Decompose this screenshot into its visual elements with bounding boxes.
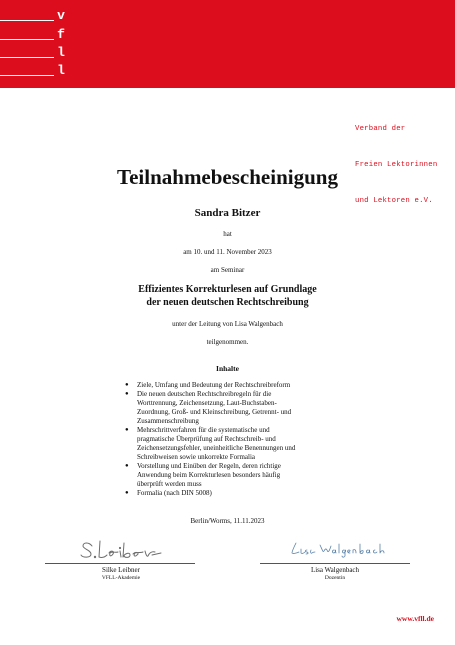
course-title-line: der neuen deutschen Rechtschreibung <box>146 297 309 308</box>
list-item-line: Mehrschrittverfahren für die systematische und <box>137 426 270 434</box>
list-item <box>120 462 360 489</box>
course-title <box>0 283 455 309</box>
website-link-container <box>397 614 435 624</box>
contents-heading: Inhalte <box>216 364 239 373</box>
bullet-icon: ● <box>125 463 129 469</box>
seminar-intro: am Seminar <box>210 266 245 274</box>
list-item-line: Schreibweisen sowie unkorrekte Formalia <box>137 453 255 461</box>
signature-left <box>45 531 185 567</box>
list-item-line: pragmatische Überprüfung auf Rechtschreib- und <box>137 435 276 443</box>
list-item-line: Ziele, Umfang und Bedeutung der Rechtschreibreform <box>137 381 291 389</box>
list-item-line: Anwendung beim Korrekturlesen besonders häufig <box>137 471 281 479</box>
list-item-line: Worttrennung, Zeichensetzung, Laut-Buchstaben- <box>137 399 277 407</box>
topics-list <box>120 381 360 498</box>
bullet-icon: ● <box>125 490 129 496</box>
bullet-icon: ● <box>125 391 129 397</box>
list-item <box>120 390 360 426</box>
list-item-line: Zeichensetzungsfehler, uneinheitliche Benennungen und <box>137 444 296 452</box>
signature-walgenbach-image <box>268 531 408 561</box>
seminar-dates: am 10. und 11. November 2023 <box>183 248 272 256</box>
logo-letter: l <box>57 63 65 78</box>
signatory-name: Lisa Walgenbach <box>310 566 360 574</box>
header-band <box>0 0 455 88</box>
signatory-role: Dozentin <box>324 575 346 581</box>
organization-name-line: und Lektoren e.V. <box>355 197 433 205</box>
signatory-name: Silke Leibner <box>102 566 140 574</box>
list-item-line: überprüft werden muss <box>137 480 202 488</box>
list-item <box>120 426 360 462</box>
instructor-line: unter der Leitung von Lisa Walgenbach <box>172 320 283 328</box>
list-item <box>120 381 360 390</box>
participant-name: Sandra Bitzer <box>194 207 261 219</box>
list-item-line: Zusammenschreibung <box>137 417 199 425</box>
list-item-line: Zuordnung, Groß- und Kleinschreibung, Getrennt- und <box>137 408 292 416</box>
logo-letter: v <box>57 8 65 23</box>
completion-line: teilgenommen. <box>206 338 249 346</box>
list-item-line: Die neuen deutschen Rechtschreibregeln für die <box>137 390 272 398</box>
signatory-role: VFLL-Akademie <box>101 575 141 581</box>
logo-rule <box>0 20 54 21</box>
organization-name-line: Verband der <box>355 125 406 133</box>
list-item-line: Formalia (nach DIN 5008) <box>137 489 212 497</box>
signature-line <box>260 563 410 564</box>
logo-letter: l <box>57 45 65 60</box>
signature-line <box>45 563 195 564</box>
website-link[interactable]: www.vfll.de <box>396 614 434 623</box>
bullet-icon: ● <box>125 427 129 433</box>
certificate-title: Teilnahmebescheinigung <box>117 165 338 189</box>
list-item <box>120 489 360 498</box>
logo-rule <box>0 57 54 58</box>
logo-rule <box>0 39 54 40</box>
connector-text: hat <box>223 230 232 238</box>
list-item-line: Vorstellung und Einüben der Regeln, deren richtige <box>137 462 281 470</box>
logo-rule <box>0 75 54 76</box>
organization-name-line: Freien Lektorinnen <box>355 161 438 169</box>
signature-right <box>268 531 408 567</box>
course-title-line: Effizientes Korrekturlesen auf Grundlage <box>138 284 317 295</box>
signature-leibner-image <box>45 531 185 561</box>
place-and-date: Berlin/Worms, 11.11.2023 <box>190 517 265 525</box>
logo-letter: f <box>57 27 65 42</box>
bullet-icon: ● <box>125 382 129 388</box>
